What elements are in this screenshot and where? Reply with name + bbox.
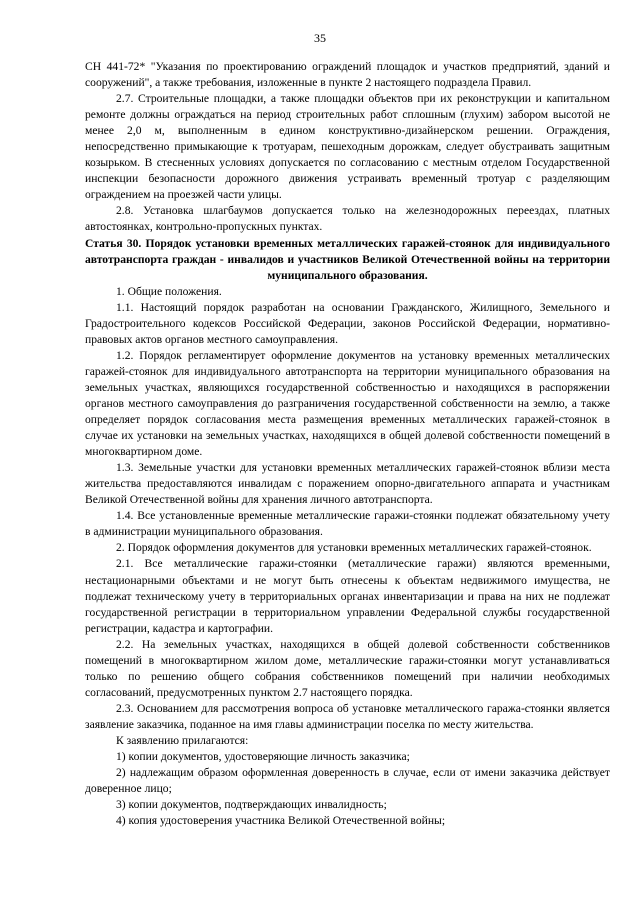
paragraph-1-3: 1.3. Земельные участки для установки временных металлических гаражей-стоянок вблизи места жительства предоставляются инвалидам с поражением опорно-двигательного аппарата и участникам Великой Отечественной войны для хранения личного автотранспорта. [85,461,610,507]
paragraph-1-1: 1.1. Настоящий порядок разработан на основании Гражданского, Жилищного, Земельного и Градостроительного кодексов Российской Федерации, законов Российской Федерации, нормативно-правовых актов органов местного самоуправления. [85,300,610,346]
section-2-title: 2. Порядок оформления документов для установки временных металлических гаражей-стоянок. [116,541,592,555]
paragraph-1-4: 1.4. Все установленные временные металлические гаражи-стоянки подлежат обязательному учету в администрации муниципального образования. [85,509,610,539]
article-30-heading: Статья 30. Порядок установки временных металлических гаражей-стоянок для индивидуального автотранспорта граждан - инвалидов и участников Великой Отечественной войны на территории муниципального образования. [85,236,610,282]
list-item: 1) копии документов, удостоверяющие личность заказчика; [116,750,410,764]
paragraph-sn-441: СН 441-72* "Указания по проектированию ограждений площадок и участков предприятий, зданий и сооружений", а также требования, изложенные в пункте 2 настоящего подраздела Правил. [85,60,610,90]
list-item: 4) копия удостоверения участника Великой Отечественной войны; [116,814,446,828]
paragraph-2-3: 2.3. Основанием для рассмотрения вопроса об установке металлического гаража-стоянки является заявление заказчика, поданное на имя главы администрации поселка по месту жительства. [85,701,610,731]
page-number: 35 [314,31,326,45]
document-body [85,59,610,829]
paragraph-2-2: 2.2. На земельных участках, находящихся в общей долевой собственности собственников помещений в многоквартирном жилом доме, металлические гаражи-стоянки могут устанавливаться только по решению общего собрания собственников помещений при наличии необходимых согласований, предусмотренных пунктом 2.7 настоящего порядка. [85,637,610,699]
list-item: 3) копии документов, подтверждающих инвалидность; [116,798,387,812]
paragraph-1-2: 1.2. Порядок регламентирует оформление документов на установку временных металлических гаражей-стоянок для индивидуального автотранспорта на территории муниципального образования на земельных участках, являющихся государственной собственностью и находящихся в распоряжении органов местного самоуправления до разграничения государственной собственности на землю, а также определяет порядок согласования места размещения временных металлических гаражей-стоянок в случае их установки на земельных участках, находящихся в общей долевой собственности помещений в многоквартирном доме. [85,348,610,459]
paragraph-2-7: 2.7. Строительные площадки, а также площадки объектов при их реконструкции и капитальном ремонте должны ограждаться на период строительных работ сплошным (глухим) забором высотой не менее 2,0 м, выполненным в едином конструктивно-дизайнерском решении. Ограждения, непосредственно примыкающие к тротуарам, пешеходным дорожкам, следует обустраивать защитным козырьком. В стесненных условиях допускается по согласованию с местным отделом Государственной инспекции безопасности дорожного движения устраивать временный тротуар с разделяющим ограждением на проезжей части улицы. [85,92,610,202]
list-item: 2) надлежащим образом оформленная доверенность в случае, если от имени заказчика действует доверенное лицо; [85,766,610,796]
attachments-intro: К заявлению прилагаются: [116,733,249,747]
paragraph-2-8: 2.8. Установка шлагбаумов допускается только на железнодорожных переездах, платных автостоянках, контрольно-пропускных пунктах. [85,204,610,234]
paragraph-2-1: 2.1. Все металлические гаражи-стоянки (металлические гаражи) являются временными, нестационарными объектами и не могут быть отнесены к объектам недвижимого имущества, не подлежат техническому учету в территориальных органах инвентаризации и права на них не подлежат государственной регистрации в территориальном управлении Федеральной службы государственной регистрации, кадастра и картографии. [85,557,610,635]
section-1-title: 1. Общие положения. [116,284,222,298]
